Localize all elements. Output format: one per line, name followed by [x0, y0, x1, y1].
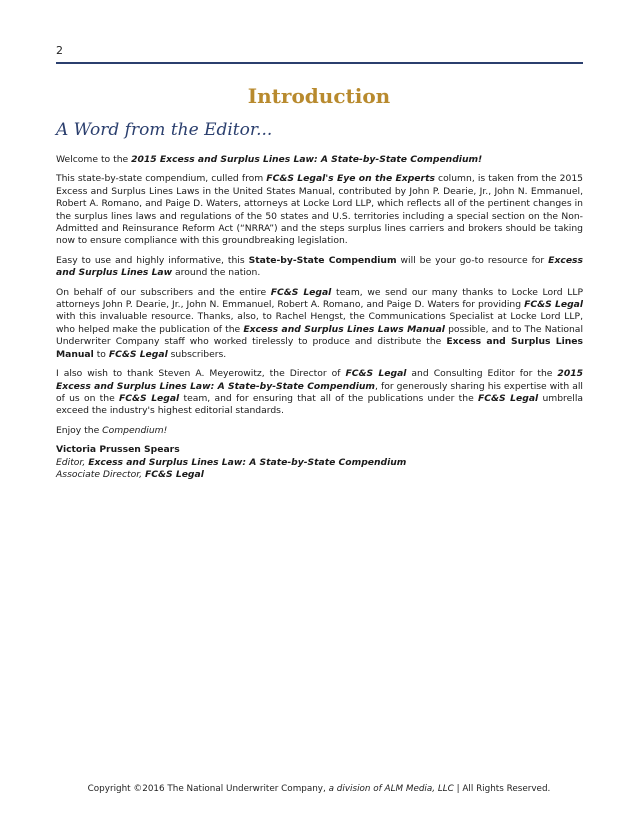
- paragraph-thanks: On behalf of our subscribers and the entire FC&S Legal team, we send our many thanks to Locke Lord LLP attorneys John P. Dearie, Jr., John N. Emmanuel, Robert A. Romano, and Paige D. Waters for providing FC&S Legal with this invaluable resource. Thanks, also, to Rachel Hengst, the Communications Specialist at Locke Lord LLP, who helped make the publication of the Excess and Surplus Lines Laws Manual possible, and to The National Underwriter Company staff who worked tirelessly to produce and distribute the Excess and Surplus Lines Manual to FC&S Legal subscribers.: [56, 286, 583, 360]
- paragraph-easy-to-use: Easy to use and highly informative, this State-by-State Compendium will be your go-to resource for Excess and Surplus Lines Law around the nation.: [56, 254, 583, 279]
- section-subtitle: A Word from the Editor...: [56, 120, 273, 140]
- signature-title-line: Editor, Excess and Surplus Lines Law: A State-by-State Compendium: [56, 456, 407, 468]
- paragraph-enjoy: Enjoy the Compendium!: [56, 424, 168, 436]
- body-text: [56, 154, 583, 481]
- paragraph-acknowledgement: I also wish to thank Steven A. Meyerowitz, the Director of FC&S Legal and Consulting Editor for the 2015 Excess and Surplus Lines Law: A State-by-State Compendium, for generously sharing his expertise with all of us on the FC&S Legal team, and for ensuring that all of the publications under the FC&S Legal umbrella exceed the industry's highest editorial standards.: [56, 368, 584, 417]
- copyright-footer: Copyright ©2016 The National Underwriter Company, a division of ALM Media, LLC | All Rights Reserved.: [87, 784, 551, 794]
- paragraph-compendium-origin: This state-by-state compendium, culled from FC&S Legal's Eye on the Experts column, is taken from the 2015 Excess and Surplus Lines Laws in the United States Manual, contributed by John P. Dearie, Jr., John N. Emmanuel, Robert A. Romano, and Paige D. Waters, attorneys at Locke Lord LLP, which reflects all of the pertinent changes in the surplus lines laws and regulations of the 50 states and U.S. territories including a special section on the Non-Admitted and Reinsurance Reform Act (“NRRA”) and the steps surplus lines carriers and brokers should be taking now to ensure compliance with this groundbreaking legislation.: [56, 173, 584, 247]
- signature-block: [56, 444, 583, 481]
- signature-role-line: Associate Director, FC&S Legal: [56, 468, 204, 480]
- paragraph-welcome: Welcome to the 2015 Excess and Surplus Lines Law: A State-by-State Compendium!: [56, 154, 483, 165]
- signature-name: Victoria Prussen Spears: [56, 444, 180, 456]
- header-rule: [56, 62, 583, 64]
- page-title: Introduction: [247, 84, 391, 108]
- page-number: 2: [56, 44, 63, 57]
